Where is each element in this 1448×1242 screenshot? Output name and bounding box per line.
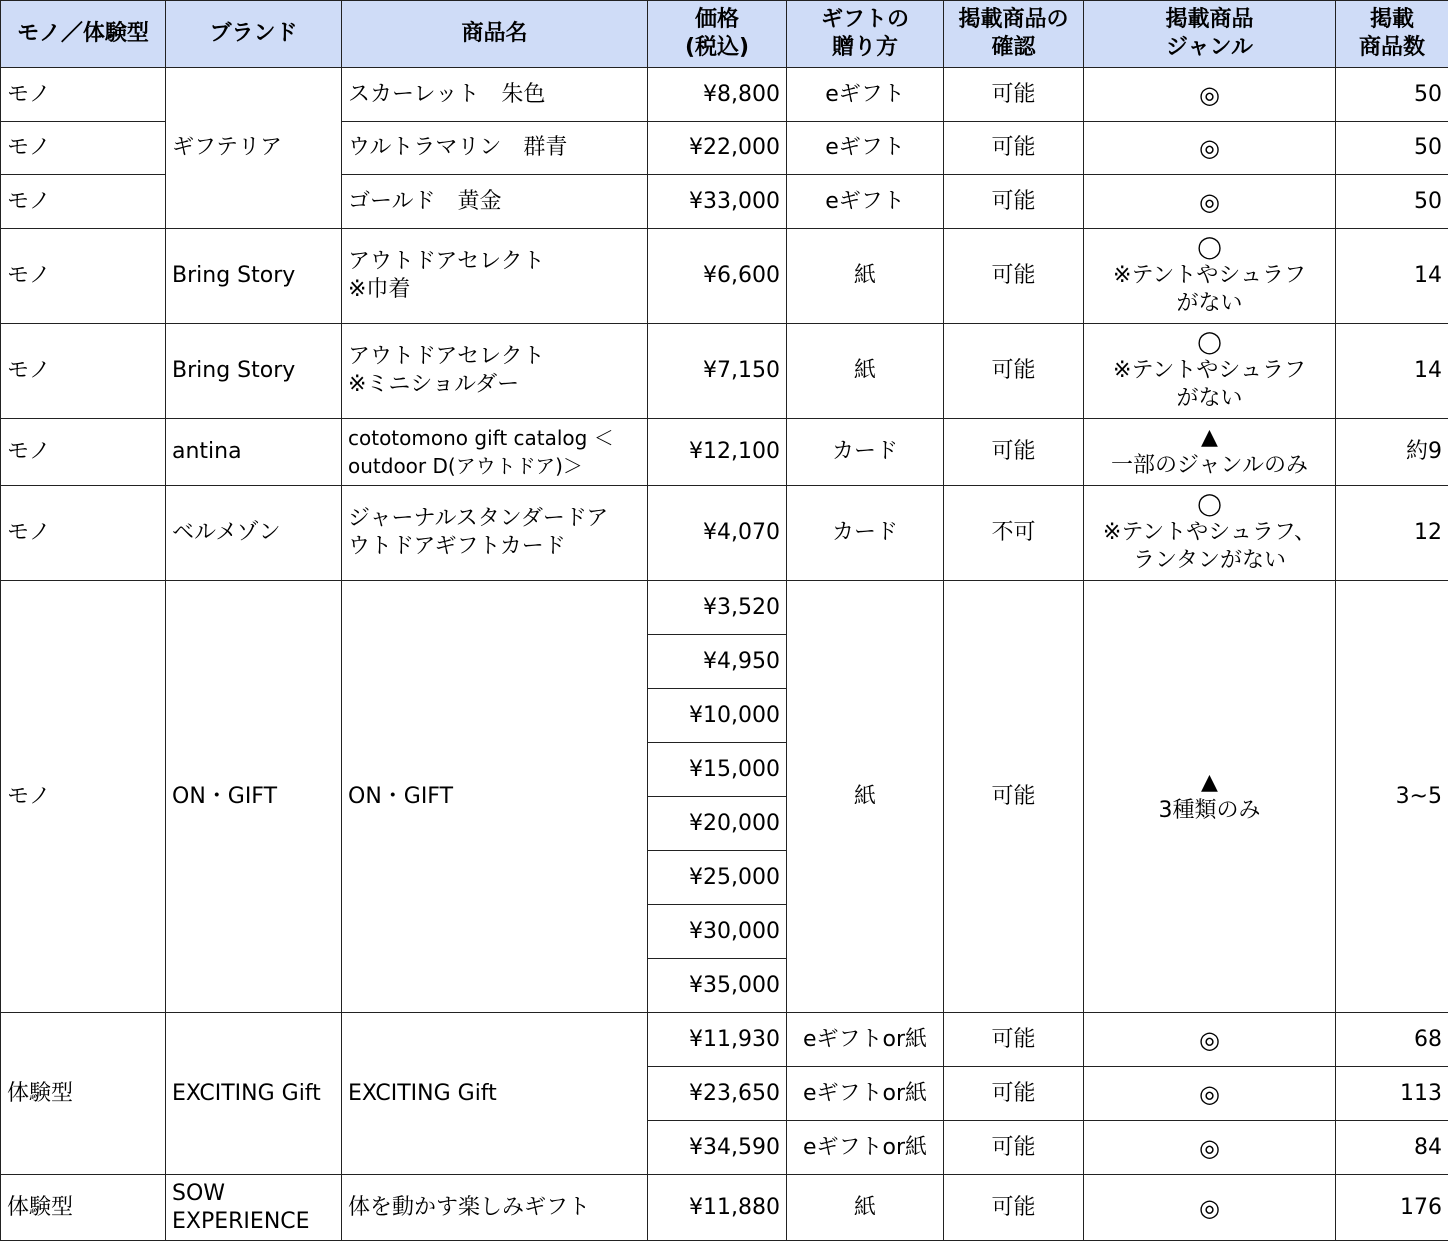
header-product: 商品名 xyxy=(342,1,648,68)
header-genre: 掲載商品 ジャンル xyxy=(1084,1,1336,68)
cell-count: 113 xyxy=(1336,1067,1448,1121)
cell-count: 約9 xyxy=(1336,419,1448,486)
cell-type: モノ xyxy=(1,122,166,175)
table-row xyxy=(1,229,1448,324)
cell-price: ¥4,070 xyxy=(648,486,787,581)
cell-type: モノ xyxy=(1,419,166,486)
cell-brand: ON・GIFT xyxy=(166,581,342,1013)
cell-genre: ◎ xyxy=(1084,1013,1336,1067)
cell-brand: antina xyxy=(166,419,342,486)
cell-count: 50 xyxy=(1336,68,1448,122)
cell-method: eギフト xyxy=(787,68,944,122)
cell-genre: ◎ xyxy=(1084,1175,1336,1241)
cell-brand: SOW EXPERIENCE xyxy=(166,1175,342,1241)
cell-price: ¥30,000 xyxy=(648,905,787,959)
header-price: 価格 (税込) xyxy=(648,1,787,68)
cell-check: 可能 xyxy=(944,122,1084,175)
cell-type: 体験型 xyxy=(1,1175,166,1241)
cell-genre: ▲ 3種類のみ xyxy=(1084,581,1336,1013)
cell-genre: ◎ xyxy=(1084,175,1336,229)
table-row xyxy=(1,1175,1448,1241)
table-row xyxy=(1,419,1448,486)
table-row xyxy=(1,1013,1448,1067)
cell-product: ON・GIFT xyxy=(342,581,648,1013)
cell-count: 12 xyxy=(1336,486,1448,581)
cell-price: ¥23,650 xyxy=(648,1067,787,1121)
cell-count: 14 xyxy=(1336,229,1448,324)
cell-method: 紙 xyxy=(787,581,944,1013)
cell-brand: Bring Story xyxy=(166,324,342,419)
header-type: モノ／体験型 xyxy=(1,1,166,68)
cell-product: ウルトラマリン 群青 xyxy=(342,122,648,175)
header-check: 掲載商品の 確認 xyxy=(944,1,1084,68)
cell-price: ¥8,800 xyxy=(648,68,787,122)
cell-count: 50 xyxy=(1336,122,1448,175)
cell-product: アウトドアセレクト ※巾着 xyxy=(342,229,648,324)
cell-method: 紙 xyxy=(787,324,944,419)
table-row xyxy=(1,68,1448,122)
cell-price: ¥25,000 xyxy=(648,851,787,905)
cell-genre: ◎ xyxy=(1084,68,1336,122)
cell-product: ジャーナルスタンダードア ウトドアギフトカード xyxy=(342,486,648,581)
header-method: ギフトの 贈り方 xyxy=(787,1,944,68)
cell-count: 84 xyxy=(1336,1121,1448,1175)
cell-check: 可能 xyxy=(944,175,1084,229)
cell-count: 3~5 xyxy=(1336,581,1448,1013)
cell-genre: ▲ 一部のジャンルのみ xyxy=(1084,419,1336,486)
cell-check: 可能 xyxy=(944,581,1084,1013)
cell-type: 体験型 xyxy=(1,1013,166,1175)
cell-price: ¥34,590 xyxy=(648,1121,787,1175)
table-row xyxy=(1,324,1448,419)
cell-method: eギフト xyxy=(787,175,944,229)
cell-price: ¥20,000 xyxy=(648,797,787,851)
cell-product: cototomono gift catalog ＜ outdoor D(アウトドア)＞ xyxy=(342,419,648,486)
cell-type: モノ xyxy=(1,324,166,419)
cell-type: モノ xyxy=(1,68,166,122)
cell-check: 可能 xyxy=(944,324,1084,419)
cell-method: 紙 xyxy=(787,229,944,324)
cell-brand: Bring Story xyxy=(166,229,342,324)
header-count: 掲載 商品数 xyxy=(1336,1,1448,68)
cell-type: モノ xyxy=(1,581,166,1013)
cell-method: カード xyxy=(787,486,944,581)
cell-brand: ギフテリア xyxy=(166,68,342,229)
cell-count: 14 xyxy=(1336,324,1448,419)
cell-product: スカーレット 朱色 xyxy=(342,68,648,122)
cell-brand: ベルメゾン xyxy=(166,486,342,581)
cell-price: ¥4,950 xyxy=(648,635,787,689)
cell-product: ゴールド 黄金 xyxy=(342,175,648,229)
cell-method: eギフトor紙 xyxy=(787,1067,944,1121)
cell-price: ¥10,000 xyxy=(648,689,787,743)
cell-method: eギフトor紙 xyxy=(787,1013,944,1067)
cell-brand: EXCITING Gift xyxy=(166,1013,342,1175)
table-row xyxy=(1,486,1448,581)
cell-product: EXCITING Gift xyxy=(342,1013,648,1175)
cell-genre: ◎ xyxy=(1084,122,1336,175)
cell-genre: ◎ xyxy=(1084,1121,1336,1175)
cell-price: ¥12,100 xyxy=(648,419,787,486)
cell-type: モノ xyxy=(1,175,166,229)
cell-check: 可能 xyxy=(944,1067,1084,1121)
cell-genre: ◯ ※テントやシュラフ、 ランタンがない xyxy=(1084,486,1336,581)
cell-price: ¥6,600 xyxy=(648,229,787,324)
cell-price: ¥11,880 xyxy=(648,1175,787,1241)
cell-check: 可能 xyxy=(944,1013,1084,1067)
cell-method: eギフトor紙 xyxy=(787,1121,944,1175)
cell-price: ¥11,930 xyxy=(648,1013,787,1067)
cell-method: 紙 xyxy=(787,1175,944,1241)
cell-price: ¥35,000 xyxy=(648,959,787,1013)
header-row xyxy=(1,1,1448,68)
cell-check: 可能 xyxy=(944,229,1084,324)
table-row xyxy=(1,581,1448,635)
cell-count: 176 xyxy=(1336,1175,1448,1241)
cell-count: 50 xyxy=(1336,175,1448,229)
header-brand: ブランド xyxy=(166,1,342,68)
cell-check: 可能 xyxy=(944,419,1084,486)
cell-method: eギフト xyxy=(787,122,944,175)
cell-price: ¥3,520 xyxy=(648,581,787,635)
cell-method: カード xyxy=(787,419,944,486)
cell-genre: ◯ ※テントやシュラフ がない xyxy=(1084,229,1336,324)
cell-check: 可能 xyxy=(944,1121,1084,1175)
cell-check: 可能 xyxy=(944,68,1084,122)
cell-price: ¥7,150 xyxy=(648,324,787,419)
cell-price: ¥22,000 xyxy=(648,122,787,175)
cell-type: モノ xyxy=(1,229,166,324)
cell-genre: ◯ ※テントやシュラフ がない xyxy=(1084,324,1336,419)
cell-count: 68 xyxy=(1336,1013,1448,1067)
cell-type: モノ xyxy=(1,486,166,581)
cell-genre: ◎ xyxy=(1084,1067,1336,1121)
cell-check: 不可 xyxy=(944,486,1084,581)
cell-product: 体を動かす楽しみギフト xyxy=(342,1175,648,1241)
cell-price: ¥15,000 xyxy=(648,743,787,797)
cell-product: アウトドアセレクト ※ミニショルダー xyxy=(342,324,648,419)
cell-check: 可能 xyxy=(944,1175,1084,1241)
cell-price: ¥33,000 xyxy=(648,175,787,229)
